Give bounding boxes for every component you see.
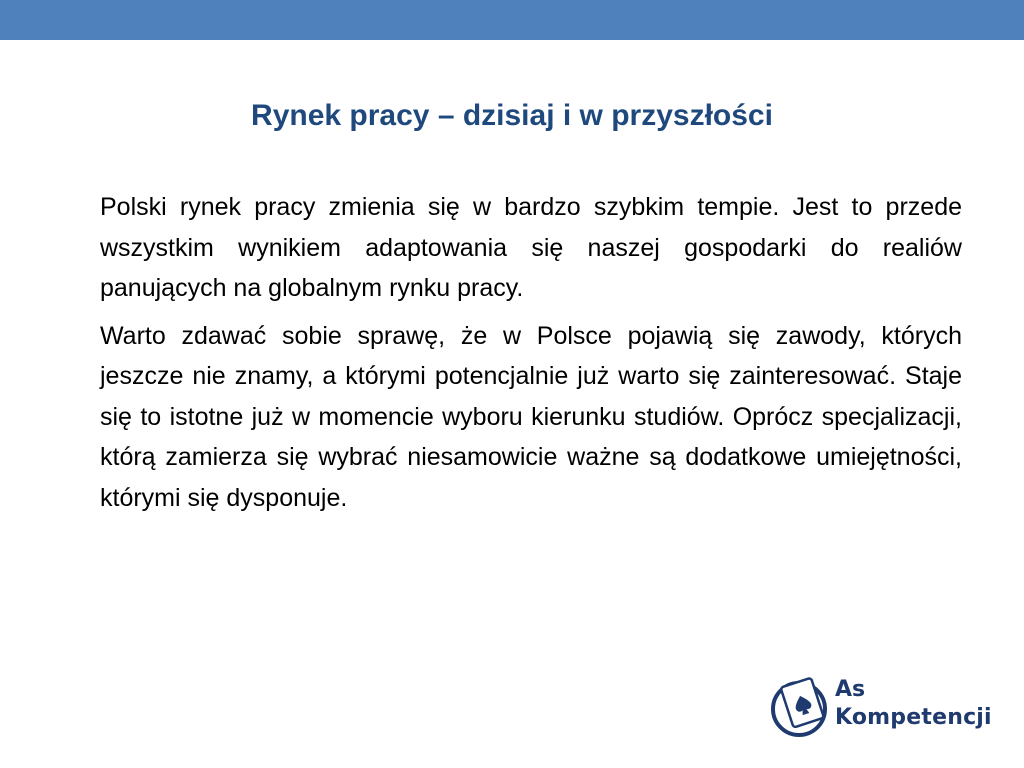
logo-line-as: As (835, 677, 866, 702)
spade-card-icon (768, 672, 832, 744)
logo-line-kompetencji: Kompetencji (835, 705, 992, 730)
as-kompetencji-logo (768, 672, 998, 744)
slide-title: Rynek pracy – dzisiaj i w przyszłości (251, 99, 773, 132)
logo-text (835, 676, 992, 732)
top-accent-bar (0, 0, 1024, 40)
paragraph-1: Polski rynek pracy zmienia się w bardzo szybkim tempie. Jest to przede wszystkim wynikiem adaptowania się naszej gospodarki do realiów panujących na globalnym rynku pracy. (100, 193, 962, 302)
slide-body (100, 187, 962, 525)
paragraph-2: Warto zdawać sobie sprawę, że w Polsce pojawią się zawody, których jeszcze nie znamy, a którymi potencjalnie już warto się zainteresować. Staje się to istotne już w momencie wyboru kierunku studiów. Oprócz specjalizacji, którą zamierza się wybrać niesamowicie ważne są dodatkowe umiejętności, którymi się dysponuje. (100, 321, 962, 512)
